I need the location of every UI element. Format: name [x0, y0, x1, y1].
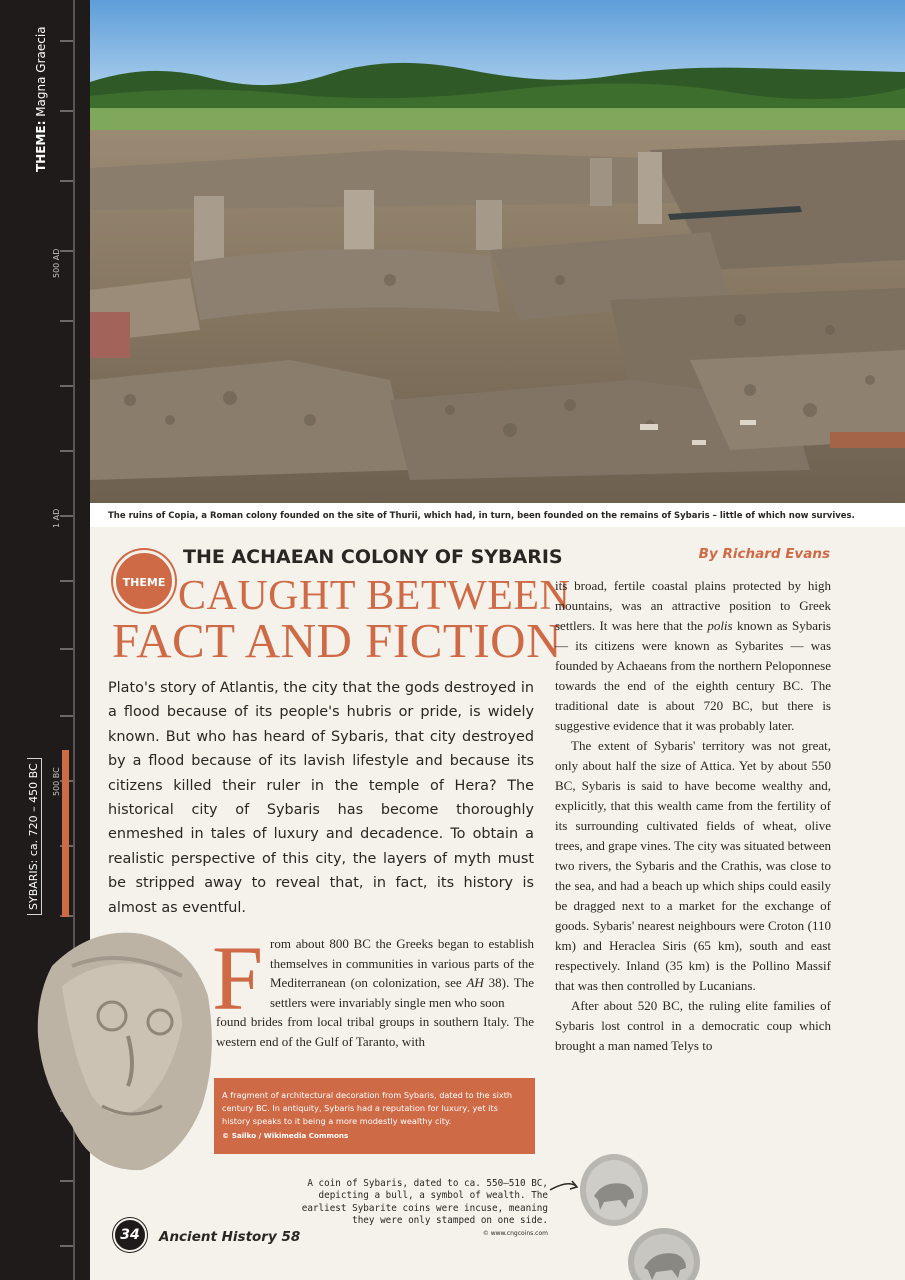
reference-ah: AH [466, 975, 484, 991]
coin-credit: © www.cngcoins.com [482, 1230, 548, 1237]
timeline-tick [60, 648, 73, 650]
column [476, 200, 502, 250]
timeline-label-500bc: 500 BC [52, 767, 61, 796]
page-number: 34 [113, 1218, 147, 1252]
timeline-label-1ad: 1 AD [52, 508, 61, 528]
coins-image [548, 1150, 708, 1280]
article-kicker: THE ACHAEAN COLONY OF SYBARIS [183, 546, 563, 568]
sybaris-period-label: SYBARIS: ca. 720 – 450 BC [27, 758, 42, 915]
hero-caption: The ruins of Copia, a Roman colony founded on the site of Thurii, which had, in turn, been founded on the remains of Sybaris – little of which now survives. [90, 503, 905, 527]
theme-badge: THEME [113, 550, 175, 612]
body-paragraph: After about 520 BC, the ruling elite families of Sybaris lost control in a democratic coup which brought a man named Telys to [555, 998, 831, 1053]
theme-label: THEME: Magna Graecia [34, 26, 48, 172]
timeline-tick [60, 1180, 73, 1182]
timeline-tick [60, 385, 73, 387]
article-title-line2: FACT AND FICTION [112, 613, 562, 668]
body-paragraph-intro: rom about 800 BC the Greeks began to establish themselves in communities in various parts of the Mediterranean (on colonization, see AH 38). The settlers were invariably single men who soon [270, 936, 534, 1010]
timeline-tick [60, 580, 73, 582]
magazine-title: Ancient History 58 [159, 1229, 301, 1245]
ruins-illustration [90, 0, 905, 503]
body-paragraph: The extent of Sybaris' territory was not great, only about half the size of Attica. Yet by about 550 BC, Sybaris is said to have become wealthy and, explicitly, that this wealth came from the fertility of its surrounding cultivated fields of wheat, olive trees, and grape vines. The city was situated between two rivers, the Sybaris and the Crathis, was close to the sea, and had a beach up which ships could easily be dragged next to a market for the exchange of goods. Sybaris' nearest neighbours were Croton (110 km) and Heraclea Siris (65 km), south and east respectively. Inland (35 km) is the Pollino Massif that was then controlled by Lucanians. [555, 738, 831, 993]
body-column-left [216, 934, 534, 1052]
timeline-tick [60, 450, 73, 452]
body-paragraph-continued: found brides from local tribal groups in southern Italy. The western end of the Gulf of Taranto, with [216, 1014, 534, 1049]
timeline-tick [60, 715, 73, 717]
timeline-tick [60, 180, 73, 182]
byline: By Richard Evans [698, 546, 830, 562]
standfirst: Plato's story of Atlantis, the city that the gods destroyed in a flood because of its people's hubris or pride, is widely known. But who has heard of Sybaris, that city destroyed by a flood because of its lavish lifestyle and because its citizens killed their ruler in the temple of Hera? The historical city of Sybaris has become thoroughly enmeshed in tales of luxury and decadence. To obtain a realistic perspective of this city, the layers of myth must be stripped away to reveal that, in fact, its history is almost as eventful. [108, 680, 534, 916]
coin-caption: A coin of Sybaris, dated to ca. 550–510 BC, depicting a bull, a symbol of wealth. The earliest Sybarite coins were incuse, meaning they were only stamped on one side. [301, 1178, 548, 1227]
sybaris-period-bar [62, 750, 69, 917]
drop-cap: F [212, 927, 264, 1029]
stone-fragment-image [32, 926, 218, 1172]
fragment-caption-box [214, 1078, 535, 1154]
body-column-right [555, 576, 831, 1056]
brick-wall [90, 312, 130, 358]
timeline-tick [60, 320, 73, 322]
column [638, 152, 662, 224]
timeline-tick [60, 515, 73, 517]
body-paragraph: its broad, fertile coastal plains protected by high mountains, was an attractive position to Greek settlers. It was here that the polis known as Sybaris — its citizens were known as Sybarites — was founded by Achaeans from the northern Peloponnese towards the end of the eighth century BC. The traditional date is about 720 BC, but there is suggestive evidence that it was probably later. [555, 578, 831, 733]
column [194, 196, 224, 268]
timeline-tick [60, 250, 73, 252]
timeline-label-500ad: 500 AD [52, 248, 61, 278]
fragment-caption-text: A fragment of architectural decoration from Sybaris, dated to the sixth century BC. In antiquity, Sybaris had a reputation for luxury, yet its history speaks to it being a more modestly wealthy city. [222, 1090, 513, 1126]
fragment-caption-credit: © Sailko / Wikimedia Commons [222, 1131, 349, 1141]
article-title-line1: CAUGHT BETWEEN [178, 573, 571, 619]
timeline-tick [60, 1245, 73, 1247]
hero-photo-ruins [90, 0, 905, 503]
timeline-tick [60, 40, 73, 42]
timeline-tick [60, 110, 73, 112]
